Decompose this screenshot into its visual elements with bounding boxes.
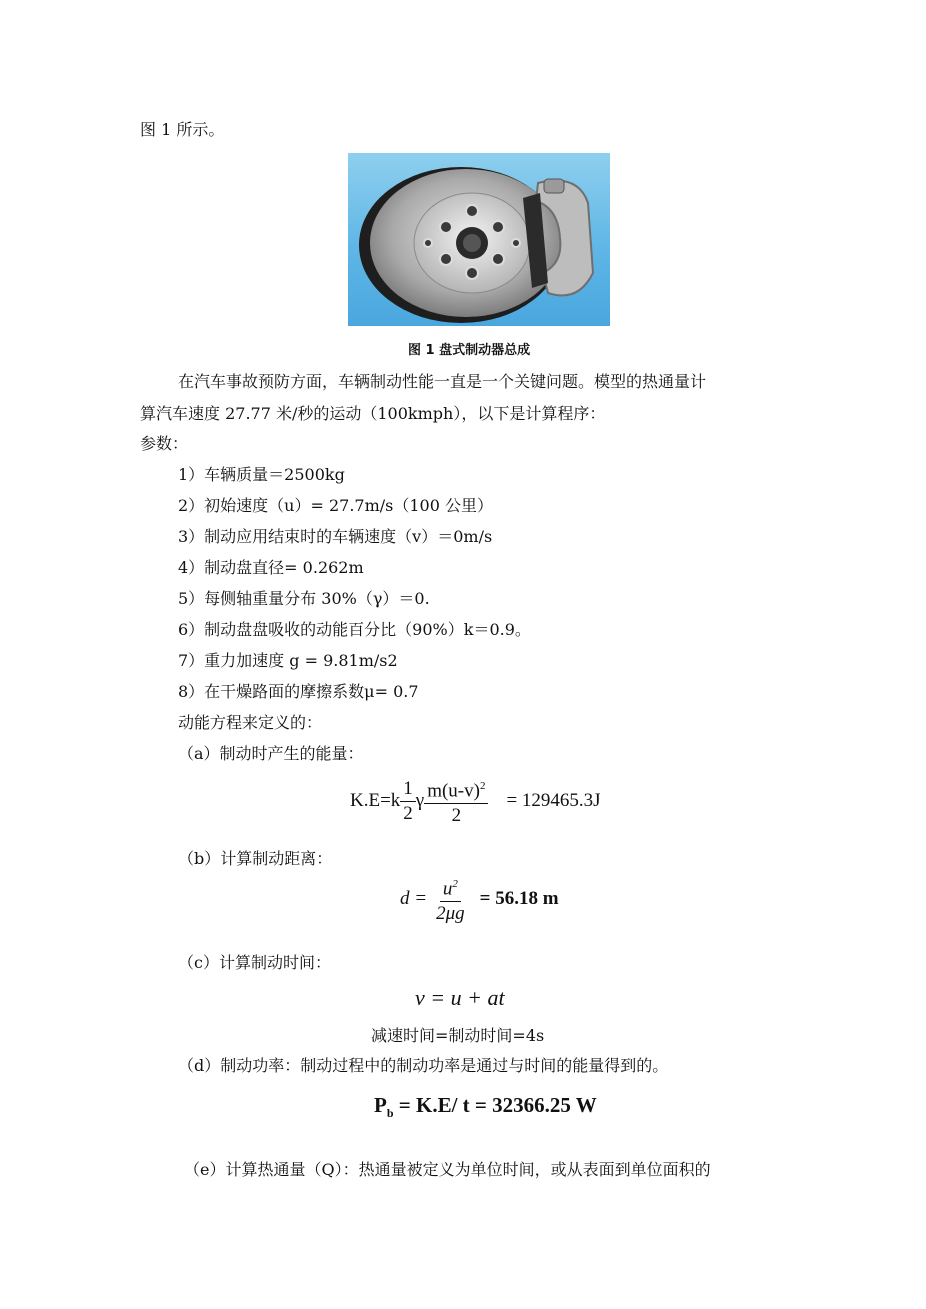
param-item: 4）制动盘直径= 0.262m xyxy=(178,558,364,577)
paragraph-line-2: 算汽车速度 27.77 米/秒的运动（100kmph），以下是计算程序： xyxy=(140,404,606,423)
intro-line: 图 1 所示。 xyxy=(140,120,225,139)
param-item: 7）重力加速度 g = 9.81m/s2 xyxy=(178,651,398,670)
step-c-label: （c）计算制动时间： xyxy=(178,953,331,972)
param-item: 6）制动盘盘吸收的动能百分比（90%）k＝0.9。 xyxy=(178,620,531,639)
ke-half-den: 2 xyxy=(403,802,413,824)
disc-brake-image xyxy=(348,153,610,326)
dist-lhs: d = xyxy=(400,888,428,910)
ke-prefix: K.E=k xyxy=(350,790,401,812)
dist-result: = 56.18 m xyxy=(479,888,559,910)
step-b-label: （b）计算制动距离： xyxy=(178,849,333,868)
ke-main-num: $m(u-v)^2$ xyxy=(424,774,488,804)
ke-main-den: 2 xyxy=(451,805,462,827)
braking-power-formula xyxy=(374,1093,597,1121)
power-subscript: b xyxy=(386,1106,394,1121)
ke-half-fraction xyxy=(400,777,416,826)
ke-gamma: γ xyxy=(415,790,425,812)
dist-num: $u^2$ xyxy=(440,872,461,902)
decel-time-line: 减速时间=制动时间=4s xyxy=(371,1026,545,1045)
brake-figure xyxy=(348,153,610,326)
ke-half-num: 1 xyxy=(400,777,416,802)
dist-exponent: 2 xyxy=(452,878,458,890)
param-item: 2）初始速度（u）= 27.7m/s（100 公里） xyxy=(178,496,494,515)
dist-den: 2μg xyxy=(436,903,465,925)
params-heading: 参数： xyxy=(140,434,189,453)
param-item: 1）车辆质量＝2500kg xyxy=(178,465,345,484)
figure-caption: 图 1 盘式制动器总成 xyxy=(408,343,531,358)
ke-main-fraction xyxy=(424,774,488,828)
step-d-label: （d）制动功率：制动过程中的制动功率是通过与时间的能量得到的。 xyxy=(178,1056,669,1075)
power-symbol: P xyxy=(374,1093,387,1117)
ke-result: = 129465.3J xyxy=(506,790,601,812)
braking-time-formula: v = u + at xyxy=(415,985,505,1010)
ke-exponent: 2 xyxy=(479,780,486,792)
ke-heading: 动能方程来定义的： xyxy=(178,713,323,732)
param-item: 3）制动应用结束时的车辆速度（v）＝0m/s xyxy=(178,527,493,546)
step-e-label: （e）计算热通量（Q）：热通量被定义为单位时间，或从表面到单位面积的 xyxy=(184,1160,711,1179)
dist-fraction xyxy=(433,872,468,926)
param-item: 8）在干燥路面的摩擦系数μ= 0.7 xyxy=(178,682,419,701)
kinetic-energy-formula xyxy=(350,774,601,828)
power-rest: = K.E/ t = xyxy=(398,1093,487,1117)
paragraph-line-1: 在汽车事故预防方面，车辆制动性能一直是一个关键问题。模型的热通量计 xyxy=(178,372,707,391)
braking-distance-formula xyxy=(400,872,559,926)
power-result: 32366.25 W xyxy=(492,1093,597,1117)
step-a-label: （a）制动时产生的能量： xyxy=(178,744,364,763)
param-item: 5）每侧轴重量分布 30%（γ）＝0. xyxy=(178,589,430,608)
